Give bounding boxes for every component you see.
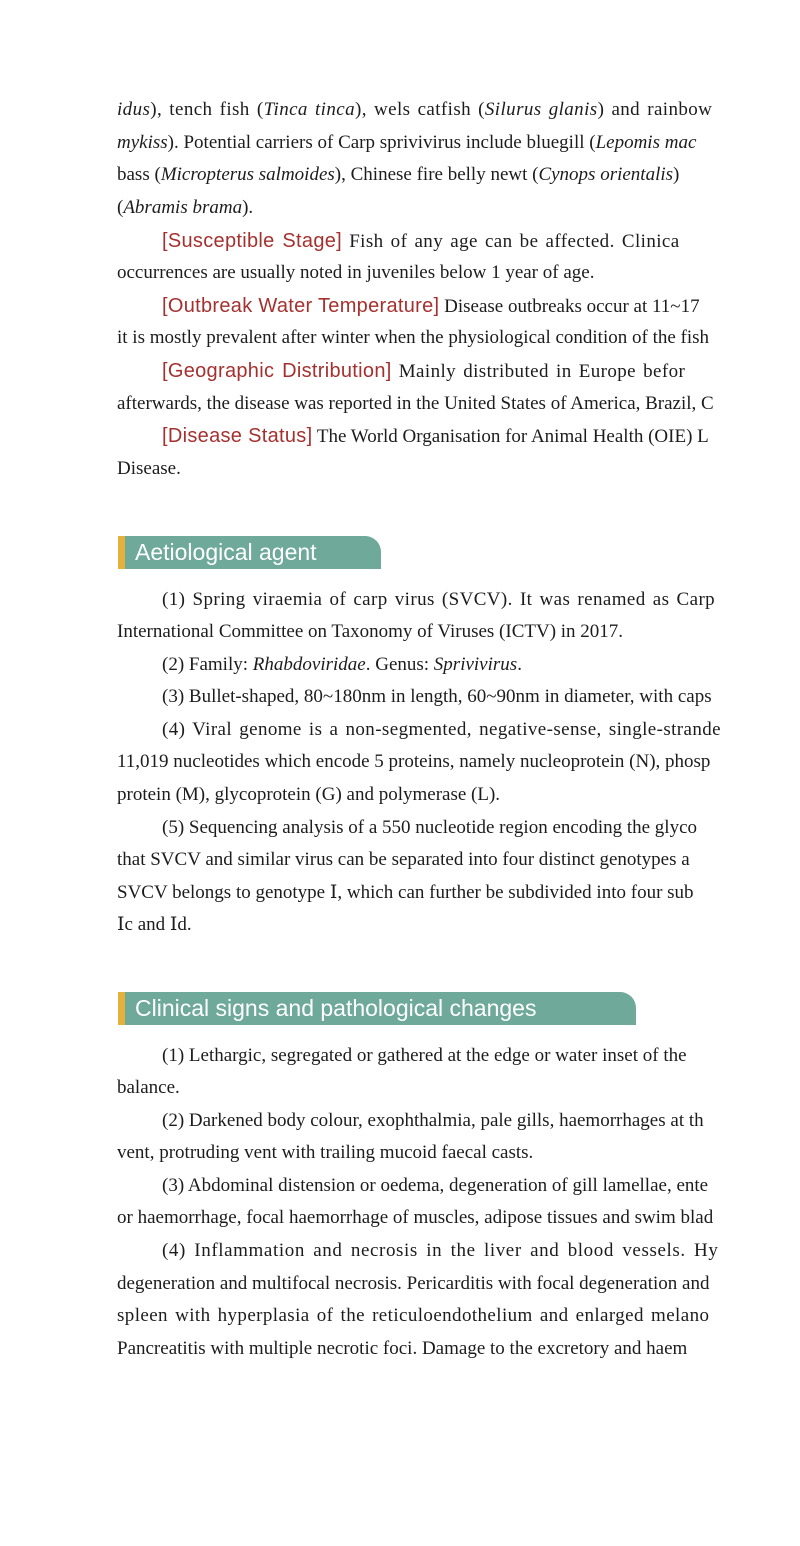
clinical-item-4-line-2: degeneration and multifocal necrosis. Pericarditis with focal degeneration and: [117, 1273, 710, 1294]
clinical-item-4-line-1: (4) Inflammation and necrosis in the liver and blood vessels. Hy: [162, 1240, 719, 1261]
text-run: ), tench fish (: [150, 99, 264, 120]
clinical-item-2-line-1: (2) Darkened body colour, exophthalmia, pale gills, haemorrhages at th: [162, 1110, 704, 1131]
susceptible-stage-label: [Susceptible Stage]: [162, 230, 343, 252]
water-temperature-line-1: [162, 294, 700, 318]
text-run: (2) Family:: [162, 654, 253, 675]
disease-status-line-2: Disease.: [117, 458, 181, 479]
intro-line-3: [117, 163, 679, 187]
clinical-item-1-line-1: (1) Lethargic, segregated or gathered at the edge or water inset of the: [162, 1045, 687, 1066]
intro-line-1: [117, 98, 712, 122]
text-run: . Genus:: [365, 654, 434, 675]
disease-status-label: [Disease Status]: [162, 425, 313, 447]
clinical-item-2-line-2: vent, protruding vent with trailing mucoid faecal casts.: [117, 1142, 534, 1163]
aetiological-agent-heading: Aetiological agent: [118, 536, 381, 569]
aetiology-item-1-line-1: (1) Spring viraemia of carp virus (SVCV). It was renamed as Carp: [162, 589, 716, 610]
clinical-signs-heading: Clinical signs and pathological changes: [118, 992, 636, 1025]
aetiology-item-5-line-1: (5) Sequencing analysis of a 550 nucleotide region encoding the glyco: [162, 817, 698, 838]
species-name: Abramis brama: [123, 197, 243, 218]
aetiology-item-5-line-4: Ⅰc and Ⅰd.: [117, 914, 192, 935]
text-run: Fish of any age can be affected. Clinica: [342, 231, 680, 252]
text-run: (: [117, 197, 124, 218]
text-run: ), wels catfish (: [354, 99, 485, 120]
aetiology-item-5-line-3: SVCV belongs to genotype Ⅰ, which can further be subdivided into four sub: [117, 882, 694, 903]
text-run: bass (: [117, 164, 161, 185]
text-run: .: [517, 654, 522, 675]
clinical-item-3-line-1: (3) Abdominal distension or oedema, degeneration of gill lamellae, ente: [162, 1175, 709, 1196]
susceptible-stage-line-2: occurrences are usually noted in juveniles below 1 year of age.: [117, 262, 595, 283]
species-name: Micropterus salmoides: [160, 164, 335, 185]
aetiology-item-4-line-2: 11,019 nucleotides which encode 5 proteins, namely nucleoprotein (N), phosp: [117, 751, 711, 772]
aetiology-item-4-line-3: protein (M), glycoprotein (G) and polymerase (L).: [117, 784, 501, 805]
species-name: Cynops orientalis: [538, 164, 674, 185]
text-run: Mainly distributed in Europe befor: [391, 361, 686, 382]
water-temperature-line-2: it is mostly prevalent after winter when the physiological condition of the fish: [117, 327, 710, 348]
susceptible-stage-line-1: [162, 229, 680, 253]
text-run: ).: [242, 197, 254, 218]
disease-status-line-1: [162, 424, 709, 448]
clinical-item-1-line-2: balance.: [117, 1077, 180, 1098]
intro-line-4: [117, 196, 253, 220]
species-name: Lepomis mac: [595, 132, 697, 153]
species-name: mykiss: [117, 132, 168, 153]
aetiology-item-2: [162, 653, 522, 677]
text-run: ): [673, 164, 680, 185]
intro-line-2: [117, 131, 696, 155]
species-name: Tinca tinca: [263, 99, 355, 120]
text-run: ), Chinese fire belly newt (: [334, 164, 539, 185]
text-run: The World Organisation for Animal Health (OIE) L: [312, 426, 709, 447]
clinical-item-4-line-4: Pancreatitis with multiple necrotic foci. Damage to the excretory and haem: [117, 1338, 688, 1359]
clinical-item-4-line-3: spleen with hyperplasia of the reticuloendothelium and enlarged melano: [117, 1305, 710, 1326]
clinical-item-3-line-2: or haemorrhage, focal haemorrhage of muscles, adipose tissues and swim blad: [117, 1207, 714, 1228]
species-name: idus: [117, 99, 151, 120]
taxon-name: Sprivivirus: [433, 654, 518, 675]
taxon-name: Rhabdoviridae: [252, 654, 366, 675]
text-run: ). Potential carriers of Carp sprivivirus include bluegill (: [167, 132, 596, 153]
aetiology-item-5-line-2: that SVCV and similar virus can be separated into four distinct genotypes a: [117, 849, 690, 870]
water-temperature-label: [Outbreak Water Temperature]: [162, 295, 440, 317]
geographic-distribution-line-1: [162, 359, 685, 383]
geographic-distribution-line-2: afterwards, the disease was reported in the United States of America, Brazil, C: [117, 393, 714, 414]
text-run: ) and rainbow: [597, 99, 713, 120]
aetiology-item-4-line-1: (4) Viral genome is a non-segmented, negative-sense, single-strande: [162, 719, 722, 740]
geographic-distribution-label: [Geographic Distribution]: [162, 360, 392, 382]
aetiology-item-1-line-2: International Committee on Taxonomy of Viruses (ICTV) in 2017.: [117, 621, 624, 642]
aetiology-item-3: (3) Bullet-shaped, 80~180nm in length, 60~90nm in diameter, with caps: [162, 686, 712, 707]
text-run: Disease outbreaks occur at 11~17: [439, 296, 700, 317]
species-name: Silurus glanis: [484, 99, 598, 120]
